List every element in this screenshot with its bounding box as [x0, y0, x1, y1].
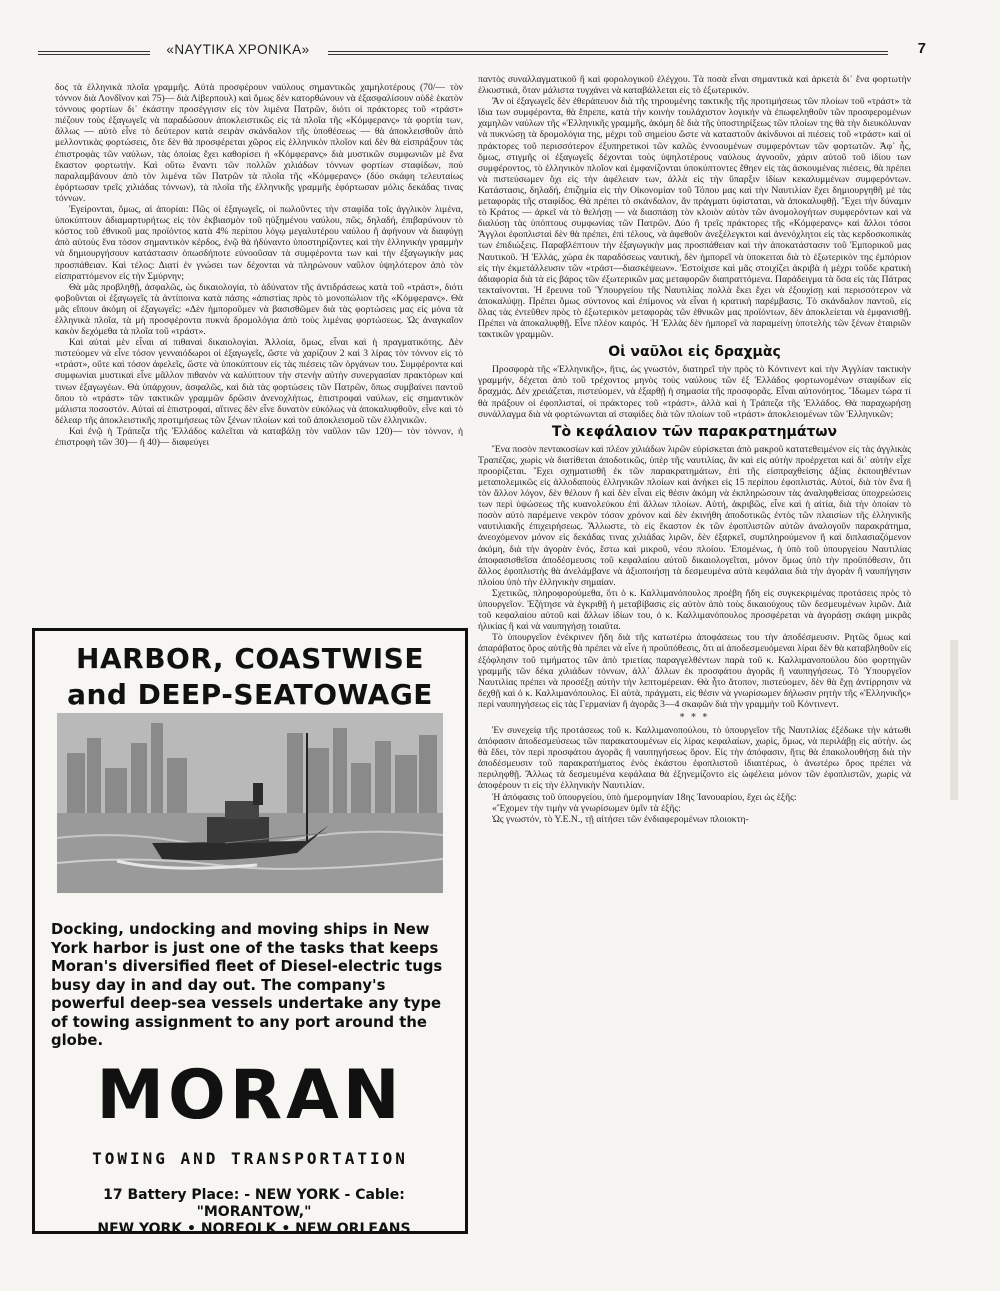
- section-heading-retentions: Τὸ κεφάλαιον τῶν παρακρατημάτων: [551, 423, 838, 440]
- left-paragraph: Θὰ μᾶς προβληθῇ, ἀσφαλῶς, ὡς δικαιολογία, τὸ ἀδύνατον τῆς ἀντιδράσεως κατὰ τοῦ «τράστ», διότι φοβοῦνται οἱ ἐξαγωγεῖς τὰ ἀντίποινα κατὰ πάσης «ἀπιστίας πρὸς τὸ μονοπώλιον τῆς «Κόμφερανς». Θὰ μᾶς εἴπουν ἀκόμη οἱ ἐξαγωγεῖς: «Δὲν ἠμποροῦμεν νὰ βασισθῶμεν διὰ τὰς φορτώσεις μας εἰς μόνα τὰ ἑλληνικὰ πλοῖα, τὰ μὴ προσφέροντα πυκνὰ δρομολόγια ἀπὸ τοὺς λιμένας φορτώσεως. Ὡς ἀναγκαῖον κακὸν δεχόμεθα τὰ πλοῖα τοῦ «τράστ».: [55, 281, 463, 338]
- right-paragraph: Τὸ ὑπουργεῖον ἐνέκρινεν ἤδη διὰ τῆς κατωτέρω ἀποφάσεως του τὴν ἀποδέσμευσιν. Ρητῶς ὅμως καὶ ἀπαράβατος ὅρος αὐτῆς θὰ πρέπει νὰ εἶνε ἡ προϋπόθεσις, ὅτι αἱ ἀποδεσμευόμεναι λίραι δὲν θὰ καταβληθοῦν εἰς ἐξόφλησιν τοῦ τιμήματος τῶν ἀπὸ τριετίας παραγγελθέντων παρὰ τοῦ κ. Καλλιμανοπούλου δύο φορτηγῶν γραμμῆς τῶν δέκα χιλιάδων τόννων, ἀλλ᾿ ἄλλων ἐκ προσφάτου ἀγορᾶς ἢ ναυπηγήσεως. Τὸ Ὑπουργεῖον Ναυτιλίας πρέπει νὰ προσέξῃ αὐτὴν τὴν λεπτομέρειαν. Θὰ ἦτο ἄτοπον, πιστεύομεν, δὲν θὰ ἔχῃ ἀντίρρησιν νὰ δεχθῇ καὶ ὁ κ. Καλλιμανόπουλος. Εἰ αὐτὰ, πράγματι, εἰς θέσιν νὰ γνωρίσωμεν δήλωσιν ρητὴν τῆς «Ἑλληνικῆς» περὶ ναυπηγήσεως εἰς τὰς Γερμανίαν ἢ ἀγορᾶς 3—4 σκαφῶν διὰ τὴν γραμμὴν τοῦ Κόντινεντ.: [478, 632, 911, 710]
- right-paragraph: Ἂν οἱ ἐξαγωγεῖς δὲν ἐθεράπευον διὰ τῆς τηρουμένης τακτικῆς τῆς προτιμήσεως τῶν πλοίων τοῦ «τράστ» τὰ ἴδια των συμφέροντα, θὰ ἔπρεπε, κατὰ τὴν κοινὴν τουλάχιστον λογικήν νὰ ἐπωφεληθοῦν τῶν προσφερομένων χαμηλῶν ναύλων τῆς «Ἑλληνικῆς γραμμῆς, ἀκόμη δὲ διὰ τῆς ὑποστηρίξεως τῶν πλοίων της θὰ τὴν διευκόλυναν νὰ πυκνώσῃ τὰ δρομολόγια της, μέχρι τοῦ σημείου ὥστε νὰ καταστοῦν ἀκίνδυνοι αἱ πιέσεις τοῦ «τράστ» καὶ οἱ πράκτορες τοῦ περισσότερον ἐξυπηρετικοὶ τῶν καλῶς ἐννοουμένων συμφερόντων τῶν φορτωτῶν. Ἀφ᾿ ἧς, ὅμως, στιγμῆς οἱ ἐξαγωγεῖς δέχονται τοὺς ὑψηλοτέρους ναύλους ἀγνοοῦν, χάριν αὐτοῦ τοῦ ἰδίου των συμφέροντος, τὸ ἑλληνικὸν πλοῖον καὶ ἐμφανίζονται ὑποκύπτοντες ἔθηεν εἰς τὰς ἀσκουμένας πιέσεις, θὰ πρέπει νὰ πιστεύσωμεν ὄχι εἰς τὴν ἀφέλειαν των, ἀλλὰ εἰς τὴν ὕπαρξιν ἰδίων κεκαλυμμένων συμφερόντων. Κατάστασις, δηλαδή, ἐπιζημία εἰς τὴν Οἰκονομίαν τοῦ Τόπου μας καὶ τὴν Ναυτιλίαν ἔχει δημιουργηθῆ μὲ τὰς μεταφορὰς τῆς σταφίδος. Θὰ πρέπει τὸ σκάνδαλον, ἂν πράγματι ὑφίσταται, νὰ ἀποκαλυφθῇ. Ἔχει τὴν δύναμιν τὸ Κράτος — ἀρκεῖ νὰ τὸ θελήσῃ — νὰ διασπάσῃ τὸν κλοιὸν αὐτὸν τῶν ἀνομολογήτων συμφερόντων καὶ νὰ διαλύσῃ τὰς ὑπόπτους συμφωνίας τῶν Πατρῶν. Δύο ἢ τρεῖς πράκτορες τῆς «Κόμφερανς» καὶ ἄλλοι τόσοι Ἄγγλοι ἐφοπλισταὶ δὲν θὰ πρέπει, ἐπὶ τέλους, νὰ ἀφεθοῦν ἀνεξέλεγκτοι καὶ ἀνενόχλητοι εἰς τὰς κερδοσκοπικὰς των ἐπιδιώξεις. Παραβλέπτουν τὴν ἐξαγωγικὴν μας προσπάθειαν καὶ τὴν ἀποκατάστασιν τοῦ Ἐμπορικοῦ μας Ναυτικοῦ. Ἡ Ἑλλάς, χώρα ἐκ παραδόσεως ναυτική, δὲν ἠμπορεῖ νὰ ὑποκειται διὰ τὸ ἐξωτερικὸν της ἐμπόριον εἰς τὴν ἐκμετάλλευσιν τῶν «τράστ—διασκέψεων». Ἐστοίχισε καὶ μᾶς στοιχίζει ἀκριβὰ ἡ μέχρι τοῦδε κρατικὴ ἀδιαφορία διὰ τὰ εἰς βάρος τῶν ἐξωτερικῶν μας μεταφορῶν διαπραττόμενα. Παράδειγμα τὰ ὅσα εἰς τὰς Πάτρας τεκταίνονται. Ἡ ἔρευνα τοῦ Ὑπουργείου τῆς Ναυτιλίας πολλὰ ἔκει ἔχει νὰ ἐξουχίσῃ καὶ περισσότερον νὰ ἀποκαλύψῃ. Πρέπει ὅμως σύντονος καὶ ἐπίμονος νὰ εἶναι ἡ κρατικὴ παρέμβασις. Τὸ σκάνδαλον παντοῦ, εἰς ὅλας τὰς ἐντεῦθεν πρὸς τὸ ἐξωτερικὸν μεταφορὰς τῶν ἐθνικῶν μας προϊόντων, δὲν ἀποκλείεται νὰ ἐμφανισθῇ. Πρέπει νὰ ἀποκαλυφθῇ. Εἶνε πλέον καιρός. Ἡ Ἑλλὰς δὲν ἠμπορεῖ νὰ παραμείνῃ ὑποτελὴς τῶν ξένων ἑταιριῶν τακτικῶν γραμμῶν.: [478, 96, 911, 341]
- right-paragraph: Ὡς γνωστόν, τὸ Υ.Ε.Ν., τῇ αἰτήσει τῶν ἐνδιαφερομένων πλοιοκτη-: [492, 813, 749, 825]
- ad-body-text: Docking, undocking and moving ships in New York harbor is just one of the tasks that keeps Moran's diversified fleet of Diesel-electric tugs busy day in and day out. The company's powerful deep-sea vessels undertake any type of towing assignment to any port around the globe.: [51, 921, 443, 1049]
- ad-headline: [35, 641, 465, 713]
- ad-subtitle: TOWING AND TRANSPORTATION: [92, 1149, 408, 1168]
- left-column: [55, 82, 463, 448]
- page-header: [38, 42, 926, 64]
- ad-address-line2: NEW YORK • NORFOLK • NEW ORLEANS: [97, 1221, 411, 1237]
- ad-headline-line1: HARBOR, COASTWISE: [76, 642, 424, 675]
- ad-address-line1: 17 Battery Place: - NEW YORK - Cable: "MORANTOW,": [103, 1187, 405, 1220]
- right-paragraph: Ἕνα ποσὸν πεντακοσίων καὶ πλέον χιλιάδων λιρῶν εὑρίσκεται ἀπὸ μακροῦ κατατεθειμένον εἰς τὰς ἀγγλικὰς Τραπέζας, χωρὶς νὰ διατίθεται ἀποδοτικῶς, ὑπὲρ τῆς ναυτιλίας, ἂν καὶ εἰς αὐτὴν προέρχεται καὶ δι᾿ αὐτὴν εἶχε προορίζεται. Ἔχει σχηματισθῆ ἐκ τῶν παρακρατημάτων, ἐπὶ τῆς εἰσπραχθείσης ἀξίας ἐκποιηθέντων μεταπολεμικῶς εἰς ἀλλοδαποὺς ἑλληνικῶν πλοίων καὶ ἀνήκει εἰς 15 περίπου ἐφοπλιστάς. Αὐτοί, διὰ τὸν ἕνα ἢ τὸν ἄλλον λόγον, δὲν θέλουν ἢ καὶ δὲν εἶναι εἰς θέσιν ἀκόμη νὰ ἐκπληρώσουν τὰς ἀναληφθείσας ὑποχρεώσεις των περὶ ὑψώσεως τῆς κυανολεύκου ἐπὶ ἄλλων πλοίων. Αὐτή, ἀκριβῶς, εἶνε καὶ ἡ αἰτία, διὰ τὴν ὁποίαν τὸ ποσὸν αὐτὸ παρέμεινε νεκρὸν τόσον χρόνον καὶ δὲν ἐκινήθη ἀποδοτικῶς ἐντὸς τῶν πλαισίων τῆς ἑλληνικῆς ναυτιλιακῆς ἐπιχειρήσεως. Ἄλλωστε, τὸ εἰς ἕκαστον ἐκ τῶν ἐφοπλιστῶν αὐτῶν ἀναλογοῦν παρακράτημα, ἀνεοχόμενον μόνον εἰς δεκάδας τινας χιλιάδας λιρῶν, δὲν ἐξαρκεῖ, συμπληρούμενον ἢ καὶ διπλασιαζόμενον ἀκόμη, διὰ τὴν ἀγορὰν ἑνός, ἔστω καὶ μικροῦ, νέου πλοίου. Ἐπομένως, ἡ ὑπὸ τοῦ ὑπουργείου Ναυτιλίας ἀποφασισθεῖσα ἀποδέσμευσις τοῦ κεφαλαίου αὐτοῦ δικαιολογεῖται, μόνον ὅμως ὑπὸ τὴν προϋπόθεσιν, ὅτι ἄλλος ἐφοπλιστὴς θὰ ἀνελάμβανε νὰ ἀξιοποιήσῃ τὰ δεσμευμένα αὐτὰ κεφάλαια διὰ τὴν ἀγορὰν ἢ ναυπήγησιν πλοίου ὑπὸ τὴν ἑλληνικὴν σημαίαν.: [478, 443, 911, 588]
- right-paragraph: Σχετικῶς, πληροφορούμεθα, ὅτι ὁ κ. Καλλιμανόπουλος προέβη ἤδη εἰς συγκεκριμένας προτάσεις πρὸς τὸ ὑπουργεῖον. Ἐζήτησε νὰ ἐγκριθῇ ἡ μεταβίβασις εἰς αὐτὸν ἀπὸ τοὺς δικαιούχους τῶν δεσμευμένων λιρῶν. Διὰ τοῦ κεφαλαίου αὐτοῦ καὶ ἄλλων ἰδίων του, ὁ κ. Καλλιμανόπουλος προσφέρεται νὰ ἀγοράσῃ σκάφη μικρᾶς ἡλικίας ἢ καὶ νὰ ναυπηγήσῃ τοιαῦτα.: [478, 587, 911, 633]
- tugboat-illustration: [57, 713, 443, 893]
- section-separator: * * *: [679, 712, 710, 723]
- left-paragraph: Καὶ ἐνῷ ἡ Τράπεζα τῆς Ἑλλάδος καλεῖται νὰ καταβάλῃ τὸν ναῦλον τῶν 120)— τὸν τόννον, ἡ ἐπιστροφὴ τῶν 30)— ἢ 40)— διαφεύγει: [55, 425, 463, 448]
- right-paragraph: Προσφορὰ τῆς «Ἑλληνικῆς», ἥτις, ὡς γνωστόν, διατηρεῖ τὴν πρὸς τὸ Κόντινεντ καὶ τὴν Ἀγγλίαν τακτικὴν γραμμήν, δέχεται ἀπὸ τοῦ τρέχοντος μηνὸς τοὺς ναύλους τῶν ἐξ Ἑλλάδος φορτωνομένων σταφίδων εἰς δραχμάς. Δὲν χρειάζεται, πιστεύομεν, νὰ ἐξαρθῇ ἡ σημασία τῆς προσφορᾶς. Εἶναι αὐτονόητος. Ἴδωμεν τώρα τί θὰ πράξουν οἱ ἐφοπλισταί, οἱ πράκτορες τοῦ «τράστ», ἀλλὰ καὶ ἡ Τράπεζα τῆς Ἑλλάδος. Θὰ παραχωρήσῃ συνάλλαγμα διὰ νὰ φορτώνωνται αἱ σταφίδες διὰ τῶν πλοίων τοῦ «τράστ» ἀποκλειομένων τῶν Ἑλληνικῶν;: [478, 364, 911, 420]
- moran-advertisement: [32, 628, 468, 1237]
- right-paragraph: «Ἔχομεν τὴν τιμὴν νὰ γνωρίσωμεν ὑμῖν τὰ ἑξῆς:: [492, 802, 681, 814]
- right-paragraph: Ἡ ἀπόφασις τοῦ ὑπουργείου, ὑπὸ ἡμερομηνίαν 18ης Ἰανουαρίου, ἔχει ὡς ἑξῆς:: [492, 791, 797, 803]
- left-paragraph: Ἐγείρονται, ὅμως, αἱ ἀπορίαι: Πῶς οἱ ἐξαγωγεῖς, οἱ πωλοῦντες τὴν σταφίδα τοῖς ἀγγλικὸν λιμένα, ὑποκύπτουν ἀδιαμαρτυρήτως εἰς τὸν ἐκβιασμὸν τοῦ ηὐξημένου ναύλου, πῶς, δηλαδή, ἐπιβαρύνουν τὸ κόστος τοῦ ἐθνικοῦ μας προϊόντος κατὰ 4% περίπου λόγῳ μεγαλυτέρου ναύλου ἢ ἀφήνουν νὰ διαφύγῃ ἀπὸ αὐτοὺς ἕνα τόσον σημαντικὸν κέρδος, ἐνῷ θὰ ἠδύναντο ὑποστηρίζοντες καὶ τὴν ἑλληνικὴν γραμμὴν νὰ δημιουργήσουν κατάστασιν ὁπωσδήποτε εὐνοοῦσαν τὰ συμφέροντα των καὶ τὴν ἐξαγωγικὴν μας προσπάθειαν. Καὶ τέλος: Διατί ἐν γνώσει των δέχονται νὰ πληρώνουν ναῦλον ὑψηλότερον ἀπὸ τὸν εἰσπραττόμενον εἰς τὴν Σμύρνην;: [55, 204, 463, 282]
- ad-address: [49, 1187, 459, 1238]
- section-heading-freight-drachmas: Οἱ ναῦλοι εἰς δραχμὰς: [608, 344, 781, 361]
- scan-edge-shadow: [950, 640, 958, 800]
- left-paragraph: δος τὰ ἑλληνικὰ πλοῖα γραμμῆς. Αὐτὰ προσφέρουν ναύλους σημαντικῶς χαμηλοτέρους (70/— τὸν τόννον διὰ Λονδῖνον καὶ 75)— διὰ Λίβερπουλ) καὶ ὅμως δὲν κατορθώνουν νὰ ἐξασφαλίσουν οὐδὲ ἑκατὸν τόννους φορτίων δι᾿ ἑκάστην προσέγγισιν εἰς τὸν λιμένα Πατρῶν, διότι οἱ πράκτορες τοῦ «τράστ» πιέζουν τοὺς ἐξαγωγεῖς νὰ παραδώσουν ἀποκλειστικῶς εἰς τὰ πλοῖα τῆς «Κόμφερανς» τὰ φορτία των, ἄλλως — αὐτὸ εἶνε τὸ δεύτερον κατὰ σειρὰν σκάνδαλον τῆς ὑποθέσεως — θὰ ἀποκλεισθοῦν ἀπὸ μελλοντικὰς φορτώσεις, ὅτε δὲν θὰ προσφέρεται χῶρος εἰς ἑλληνικὸν πλοῖον καὶ δὲν θὰ εἰσπράξουν τὰς ἐπιστροφὰς τῶν ναύλων, τὰς ὁποίας ἔχει καθορίσει ἡ «Κόμφερανς» διὰ μυστικῶν συμφωνιῶν μὲ ἕνα ἕκαστον φορτωτήν. Καὶ οὕτω ἔναντι τῶν πολλῶν χιλιάδων τόννων φορτίων σταφίδων, ποὺ παραλαμβάνουν ἀπὸ τὸν λιμένα τῶν Πατρῶν τὰ πλοῖα τῆς «Κόμφερανς» (δύο σκάφη τελευταίως ἐφόρτωσαν τρεῖς χιλιάδας τόννων), τὰ πλοῖα τῆς ἑλληνικῆς γραμμῆς ἐφόρτωσαν μόλις δεκάδας τινας τόννων.: [55, 82, 463, 204]
- right-column: [478, 74, 911, 825]
- ad-headline-line2: and DEEP-SEATOWAGE: [67, 678, 433, 711]
- left-paragraph: Καὶ αὐταὶ μὲν εἶναι αἱ πιθαναὶ δικαιολογίαι. Ἀλλοία, ὅμως, εἶναι καὶ ἡ πραγματικότης. Δὲν πιστεύομεν νὰ εἶνε τόσον γενναιόδωροι οἱ ἐξαγωγεῖς, ὥστε νὰ χαρίζουν 2 καὶ 3 λίρας τὸν τόννον εἰς τὸ «τράστ», οὔτε καὶ τόσον ἀφελεῖς, ὥστε νὰ ὑποκύπτουν εἰς τὰς πιέσεις τῶν ὀργάνων του. Συμφέροντα καὶ συμφωνίαι μυστικαὶ εἶνε μᾶλλον πιθανὸν νὰ καλύπτουν τὴν στενὴν αὐτὴν συνεργασίαν πρακτόρων καὶ τινων ἐξαγωγέων. Θὰ ὑπάρχουν, ἀσφαλῶς, καὶ διὰ τὰς φορτώσεις τῶν Πατρῶν, ὅπως συμβαίνει παντοῦ ὅπου τὸ «τράστ» τῶν τακτικῶν γραμμῶν δρῶσιν ἀνενοχλήτως, ἐπιστροφαὶ ναύλων, εἰς σημαντικὸν μάλιστα ποσοστόν. Αὐταὶ αἱ ἐπιστροφαί, αἵτινες δὲν εἶνε δυνατὸν εὐκόλως νὰ ἀποκαλυφθοῦν, εἶνε καὶ τὸ δέλεαρ τῆς ἀποκλειστικῆς προτιμήσεως τῶν ξένων πλοίων καὶ τοῦ ἀποκλεισμοῦ τῶν ἑλληνικῶν.: [55, 337, 463, 426]
- page-number: 7: [917, 40, 926, 57]
- header-rule-left: [38, 51, 150, 55]
- publication-title: «ΝΑΥΤΙΚΑ ΧΡΟΝΙΚΑ»: [166, 42, 310, 57]
- right-paragraph: παντὸς συναλλαγματικοῦ ἢ καὶ φορολογικοῦ ἐλέγχου. Τὰ ποσὰ εἶναι σημαντικὰ καὶ ἀρκετὰ δι᾿ ἕνα φορτωτὴν ἑλκυστικά, ὅταν μάλιστα τυγχάνει νὰ καταβάλλεται εἰς τὸ ἐξωτερικόν.: [478, 74, 911, 97]
- header-rule-right: [328, 51, 888, 55]
- tugboat-photo-icon: [57, 713, 443, 893]
- right-paragraph: Ἐν συνεχείᾳ τῆς προτάσεως τοῦ κ. Καλλιμανοπούλου, τὸ ὑπουργεῖον τῆς Ναυτιλίας ἐξέδωκε τὴν κάτωθι ἀπόφασιν ἀποδεσμεύσεως τῶν παρακατουμένων εἰς λίρας κεφαλαίων, χωρὶς, ὅμως, νὰ περιλάβῃ εἰς αὐτὴν. ὡς θὰ ἔδει, τὸν περὶ προσφάτου ἀγορᾶς ἢ ναυπηγήσεως ὅρον. Εἰς τὴν ἀπόφασιν, ἥτις θὰ ἐπακολουθήσῃ διὰ τὴν ἀποδέσμευσιν τοῦ παρακρατήματος ἑνὸς ἑκάστου ἐφοπλιστοῦ ἰδιαιτέρως, ὁ ἀνωτέρω ὅρος πρέπει νὰ περιληφθῇ. Ἄλλως τὰ δεσμευμένα κεφάλαια θὰ ἐξηνεμίζοντο εἰς ὠφέλεια μόνον τῶν ἐφοπλιστῶν, χωρὶς νὰ ἀποφέρουν τι εἰς τὴν ἑλληνικὴν Ναυτιλίαν.: [478, 724, 911, 792]
- ad-brand-logo: MORAN: [96, 1056, 404, 1135]
